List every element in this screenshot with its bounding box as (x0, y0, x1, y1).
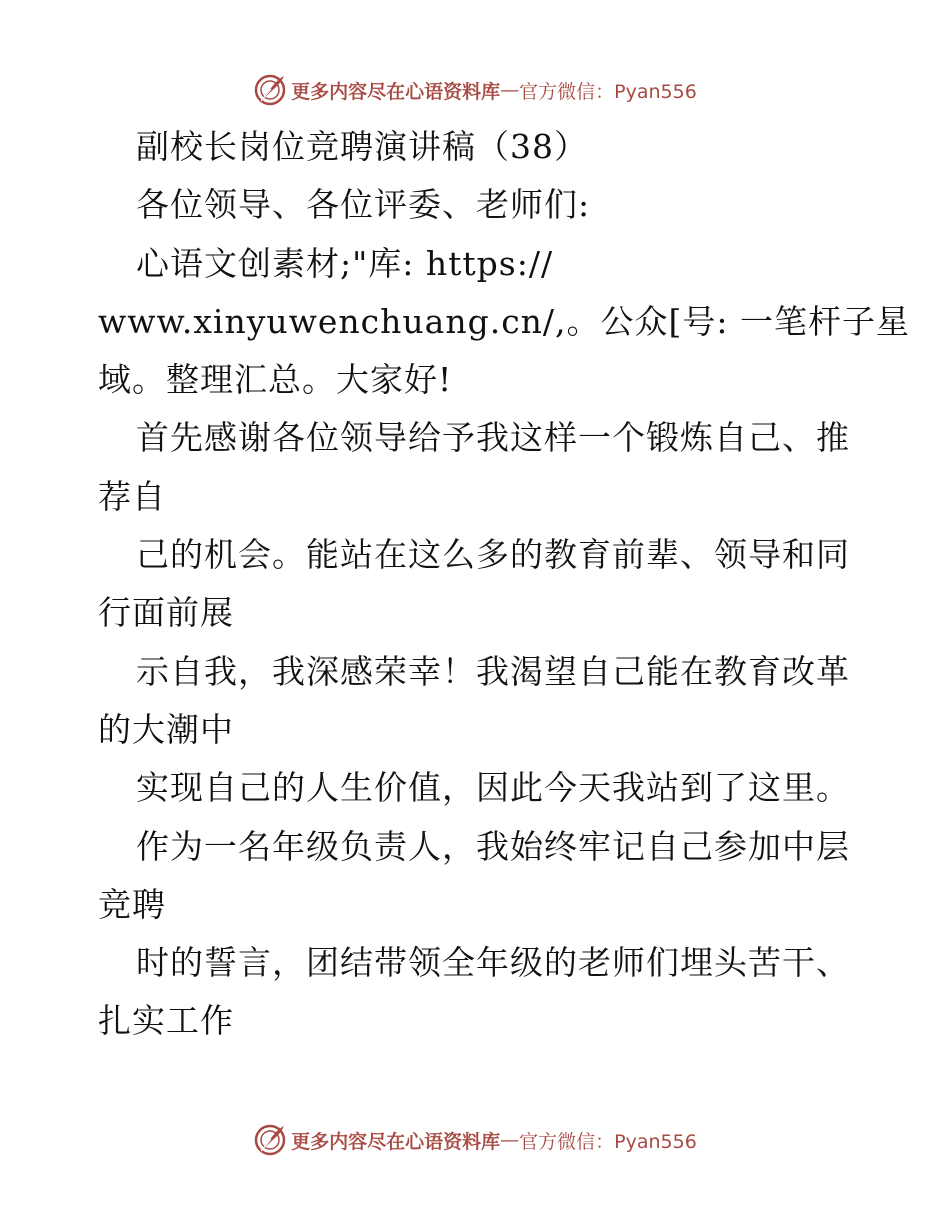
text-line: 扎实工作 (98, 1001, 234, 1041)
text-line: www.xinyuwenchuang.cn/,。公众[号: 一笔杆子星 (98, 301, 911, 341)
text-line: 实现自己的人生价值，因此今天我站到了这里。 (136, 768, 850, 808)
watermark-wechat: 官方微信：Pyan556 (519, 1130, 697, 1153)
footer-watermark (0, 1120, 950, 1160)
header-watermark (0, 70, 950, 110)
text-line: 首先感谢各位领导给予我这样一个锻炼自己、推 (136, 418, 850, 458)
text-line: 荐自 (98, 476, 166, 516)
watermark-wechat: 官方微信：Pyan556 (519, 80, 697, 103)
text-line: 竞聘 (98, 884, 166, 924)
quill-logo-icon (253, 73, 287, 107)
text-line: 域。整理汇总。大家好! (98, 360, 453, 400)
text-line: 各位领导、各位评委、老师们: (136, 185, 591, 225)
text-line: 的大潮中 (98, 709, 234, 749)
watermark-text: 更多内容尽在心语资料库 (291, 1130, 501, 1153)
text-line: 心语文创素材;"库: https:// (136, 243, 554, 283)
watermark-text: 更多内容尽在心语资料库 (291, 80, 501, 103)
text-line: 作为一名年级负责人，我始终牢记自己参加中层 (136, 826, 850, 866)
text-line: 示自我，我深感荣幸！我渴望自己能在教育改革 (136, 651, 850, 691)
watermark-separator: — (500, 79, 520, 101)
watermark-separator: — (500, 1129, 520, 1151)
quill-logo-icon (253, 1123, 287, 1157)
text-line: 行面前展 (98, 593, 234, 633)
document-body (98, 118, 911, 1051)
text-line: 时的誓言，团结带领全年级的老师们埋头苦干、 (136, 943, 850, 983)
document-title: 副校长岗位竞聘演讲稿（38） (136, 127, 588, 166)
text-line: 己的机会。能站在这么多的教育前辈、领导和同 (136, 535, 850, 575)
